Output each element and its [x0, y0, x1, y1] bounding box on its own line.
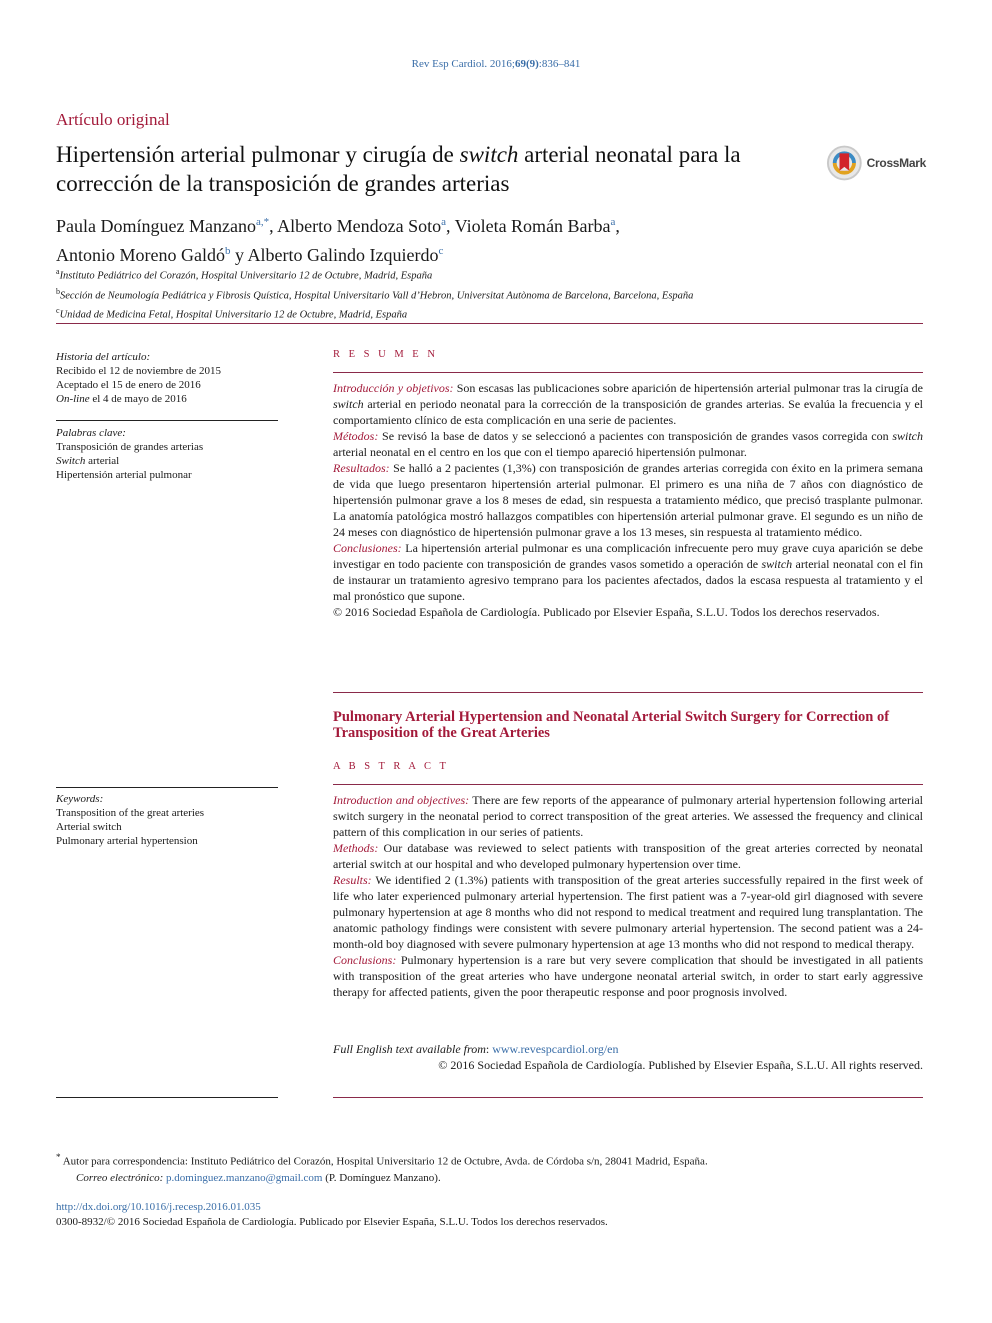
full-text-link[interactable]: www.revespcardiol.org/en [492, 1042, 619, 1056]
crossmark-badge[interactable] [826, 143, 926, 183]
affiliations [56, 264, 936, 323]
full-text-line: Full English text available from: www.revespcardiol.org/en [333, 1042, 619, 1056]
abstract-results: Results: We identified 2 (1.3%) patients with transposition of the great arteries successfully repaired in the first week of life who later experienced pulmonary arterial hypertension. The first patient was a 7-year-old girl diagnosed with severe pulmonary hypertension at age 8 months who did not respond to medical treatment and required lung transplantation. The anatomic pathology findings were consistent with severe pulmonary arterial hypertension. The second patient was a 24-month-old boy diagnosed with severe pulmonary hypertension at age 13 months who did not respond to medical therapy. [333, 873, 923, 951]
crossmark-label: CrossMark [866, 156, 926, 170]
history-accepted: Aceptado el 15 de enero de 2016 [56, 379, 201, 391]
resumen-conclusions: Conclusiones: La hipertensión arterial pulmonar es una complicación infrecuente pero muy grave cuya aparición se debe investigar en todo paciente con transposición de grandes vasos sometido a operación de switch arterial neonatal con el fin de instaurar un tratamiento agresivo temprano para los pacientes afectados, dados la escasa respuesta al tratamiento y el mal pronóstico que supone. [333, 541, 923, 603]
keyword: Pulmonary arterial hypertension [56, 835, 198, 847]
keyword: Hipertensión arterial pulmonar [56, 469, 192, 481]
correspondence-footnote: * Autor para correspondencia: Instituto Pediátrico del Corazón, Hospital Universitario 12 de Octubre, Avda. de Córdoba s/n, 28041 Madrid, España. Correo electrónico: p.dominguez.manzano@gmail.com (P. Domínguez Manzano). [56, 1152, 708, 1184]
affiliation: $^a$Instituto Pediátrico del Corazón, Hospital Universitario 12 de Octubre, Madrid, España [56, 267, 433, 282]
history-heading: Historia del artículo: [56, 351, 151, 363]
affiliation: $^b$Sección de Neumología Pediátrica y Fibrosis Quística, Hospital Universitario Vall d’Hebron, Universitat Autònoma de Barcelona, Barcelona, España [56, 286, 694, 301]
issn-line: 0300-8932/© 2016 Sociedad Española de Cardiología. Publicado por Elsevier España, S.L.U. Todos los derechos reservados. [56, 1216, 608, 1228]
journal-pages: :836–841 [538, 58, 581, 70]
journal-year: 2016; [489, 58, 515, 70]
resumen-copyright: © 2016 Sociedad Española de Cardiología. Publicado por Elsevier España, S.L.U. Todos los derechos reservados. [333, 605, 880, 619]
doi-link[interactable]: http://dx.doi.org/10.1016/j.recesp.2016.01.035 [56, 1201, 261, 1213]
abstract-divider [333, 784, 923, 785]
abstract-heading: A B S T R A C T [333, 761, 449, 772]
email-link[interactable]: p.dominguez.manzano@gmail.com [166, 1171, 323, 1184]
author[interactable]: Antonio Moreno Galdó$^b$ [56, 245, 231, 265]
resumen-divider [333, 372, 923, 373]
journal-name: Rev Esp Cardiol. [411, 58, 488, 70]
sidebar-divider [56, 787, 278, 788]
resumen-body [333, 380, 923, 620]
keywords-en [56, 792, 278, 848]
resumen-end-divider [333, 692, 923, 693]
article-title [56, 140, 816, 198]
keyword: Switch arterial [56, 455, 120, 467]
abstract-copyright: © 2016 Sociedad Española de Cardiología. Published by Elsevier España, S.L.U. All rights reserved. [438, 1058, 923, 1072]
keywords-es-heading: Palabras clave: [56, 427, 126, 439]
keyword: Transposición de grandes arterias [56, 441, 204, 453]
author-list: Paula Domínguez Manzano$^{a,*}$, Alberto Mendoza Soto$^a$, Violeta Román Barba$^a$, Antonio Moreno Galdó$^b$ y Alberto Galindo Izquierdo$^c$ [56, 216, 620, 265]
title-italic: switch [459, 142, 519, 167]
keyword: Transposition of the great arteries [56, 807, 205, 819]
crossmark-icon [826, 144, 863, 182]
sidebar-divider [56, 1097, 278, 1098]
keywords-es [56, 426, 278, 482]
abstract-body [333, 792, 923, 1000]
affiliation: $^c$Unidad de Medicina Fetal, Hospital Universitario 12 de Octubre, Madrid, España [56, 306, 408, 321]
header-divider [56, 323, 923, 324]
english-title: Pulmonary Arterial Hypertension and Neonatal Arterial Switch Surgery for Correction of Transposition of the Great Arteries [333, 709, 890, 741]
resumen-heading: R E S U M E N [333, 349, 438, 360]
keyword: Arterial switch [56, 821, 122, 833]
journal-issue: (9) [525, 58, 539, 70]
sidebar-divider [56, 420, 278, 421]
author[interactable]: Alberto Galindo Izquierdo$^c$ [247, 245, 444, 265]
journal-volume: 69 [514, 58, 526, 70]
section-label: Artículo original [56, 110, 170, 129]
journal-citation[interactable] [0, 58, 992, 70]
resumen-results: Resultados: Se halló a 2 pacientes (1,3%) con transposición de grandes arterias corregida con éxito en la primera semana de vida que luego presentaron hipertensión arterial pulmonar. El primero es una niña de 7 años con diagnóstico de hipertensión pulmonar grave a los 8 meses de edad, sin respuesta a tratamiento médico, que precisó trasplante pulmonar. La anatomía patológica mostró hallazgos compatibles con hipertensión arterial pulmonar grave. El segundo es un niño de 24 meses con diagnóstico de hipertensión pulmonar grave a los 13 meses, sin respuesta al tratamiento médico. [333, 461, 923, 539]
abstract-methods: Methods: Our database was reviewed to select patients with transposition of the great arteries corrected by neonatal arterial switch at our hospital and who developed pulmonary hypertension over time. [333, 841, 923, 871]
author[interactable]: Alberto Mendoza Soto$^a$ [277, 216, 446, 236]
abstract-intro: Introduction and objectives: There are few reports of the appearance of pulmonary arterial hypertension following arterial switch surgery in the neonatal period to correct transposition of the great arteries. We assessed the frequency and clinical pattern of this complication in our series of patients. [333, 793, 923, 839]
title-part-2: arterial neonatal para la corrección de la transposición de grandes arterias [56, 142, 741, 196]
article-history [56, 350, 278, 406]
history-online: On-line el 4 de mayo de 2016 [56, 393, 187, 405]
abstract-end-divider [333, 1097, 923, 1098]
keywords-en-heading: Keywords: [56, 793, 104, 805]
resumen-methods: Métodos: Se revisó la base de datos y se seleccionó a pacientes con transposición de grandes vasos corregida con switch arterial neonatal en el centro en los que con el tiempo apareció hipertensión pulmonar. [333, 429, 923, 459]
author[interactable]: Paula Domínguez Manzano$^{a,*}$ [56, 216, 270, 236]
abstract-conclusions: Conclusions: Pulmonary hypertension is a rare but very severe complication that should be investigated in all patients with transposition of the great arteries who have undergone neonatal arterial switch, in order to start early aggressive therapy for affected patients, given the poor therapeutic response and poor prognosis involved. [333, 953, 923, 999]
resumen-intro: Introducción y objetivos: Son escasas las publicaciones sobre aparición de hipertensión arterial pulmonar tras la cirugía de switch arterial en periodo neonatal para la corrección de la transposición de grandes arterias. Se evalúa la frecuencia y el comportamiento clínico de esta complicación en una serie de pacientes. [333, 381, 924, 427]
author[interactable]: Violeta Román Barba$^a$ [454, 216, 616, 236]
title-part-1: Hipertensión arterial pulmonar y cirugía de [56, 142, 460, 167]
history-received: Recibido el 12 de noviembre de 2015 [56, 365, 221, 377]
